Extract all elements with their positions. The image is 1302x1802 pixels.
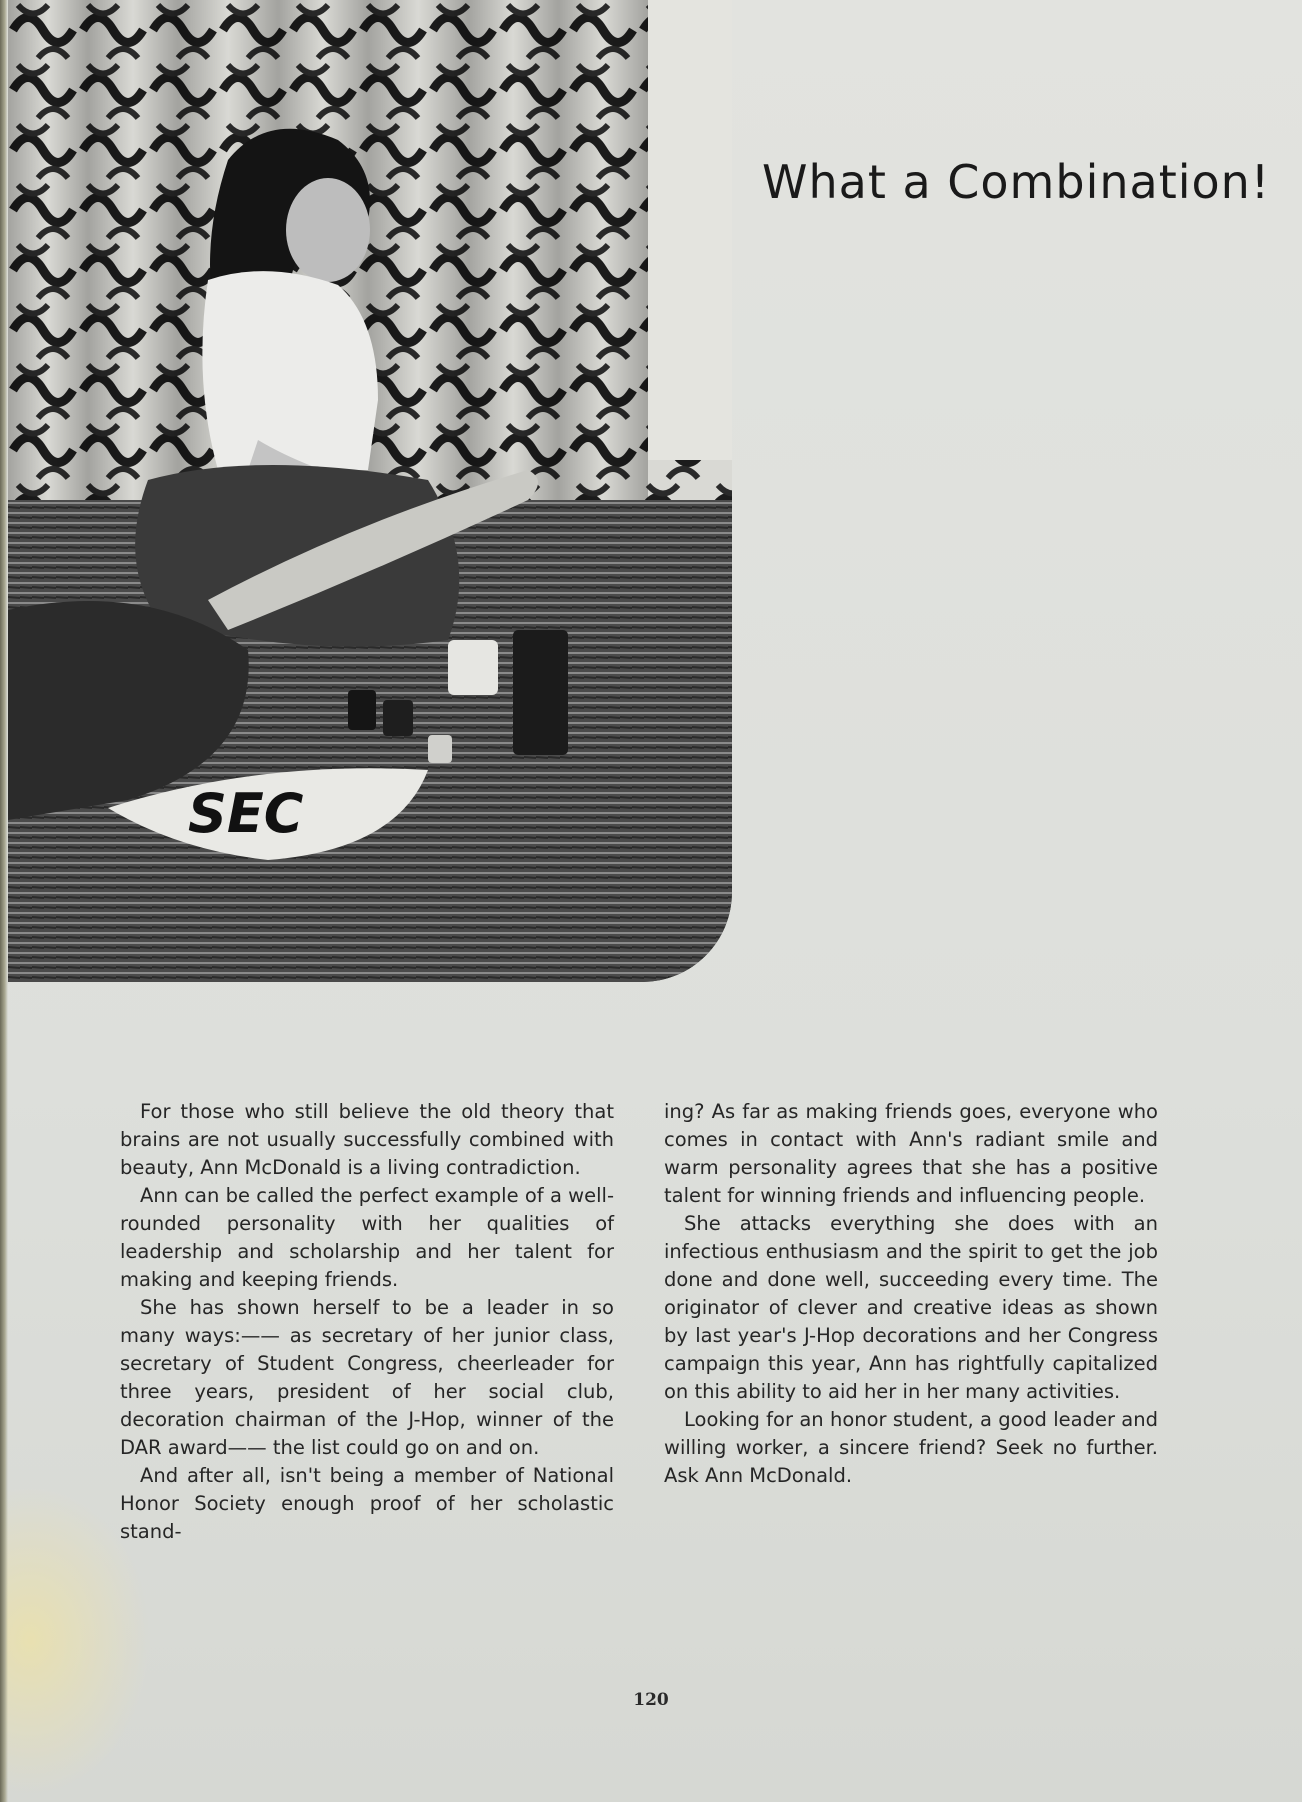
paragraph: Looking for an honor student, a good leader and willing worker, a sincere friend? Seek no further. Ask Ann McDonald. <box>664 1408 1158 1487</box>
photo-girl-painting-sign <box>8 0 732 982</box>
article-title: What a Combination! <box>762 155 1271 209</box>
paragraph: Ann can be called the perfect example of a well-rounded personality with her qualities of leadership and scholarship and her talent for making and keeping friends. <box>120 1184 614 1291</box>
paragraph: She attacks everything she does with an infectious enthusiasm and the spirit to get the job done and done well, succeeding every time. The originator of clever and creative ideas as shown by last year's J-Hop decorations and her Congress campaign this year, Ann has rightfully capitalized on this ability to aid her in her many activities. <box>664 1212 1158 1403</box>
paragraph: For those who still believe the old theory that brains are not usually successfully combined with beauty, Ann McDonald is a living contradiction. <box>120 1100 614 1179</box>
page-binding-edge <box>0 0 8 1802</box>
paragraph: She has shown herself to be a leader in so many ways:—— as secretary of her junior class, secretary of Student Congress, cheerleader for three years, president of her social club, decoration chairman of the J-Hop, winner of the DAR award—— the list could go on and on. <box>120 1296 614 1459</box>
article-column-right <box>664 1098 1158 1490</box>
article-column-left <box>120 1098 614 1546</box>
paragraph: ing? As far as making friends goes, everyone who comes in contact with Ann's radiant smile and warm personality agrees that she has a positive talent for winning friends and influencing people. <box>664 1100 1158 1207</box>
pennant-sign-text: SEC <box>188 782 304 845</box>
paragraph: And after all, isn't being a member of National Honor Society enough proof of her scholastic stand- <box>120 1464 614 1543</box>
page-number: 120 <box>633 1690 669 1710</box>
